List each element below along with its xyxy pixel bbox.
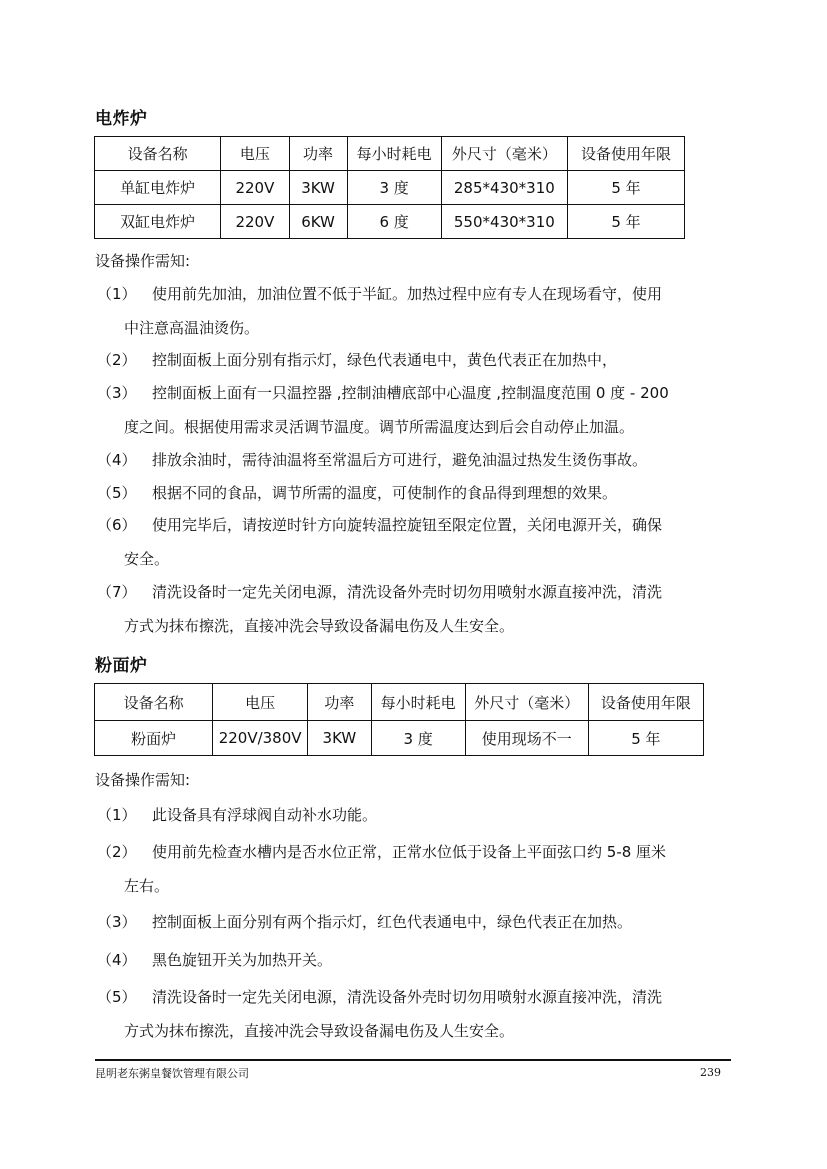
item-number: （1） bbox=[97, 285, 137, 303]
item-number: （7） bbox=[97, 583, 137, 601]
list-item bbox=[97, 835, 729, 903]
table-header-cell: 每小时耗电 bbox=[371, 684, 465, 721]
list-item bbox=[97, 508, 729, 576]
list-item bbox=[97, 476, 729, 510]
list-item bbox=[97, 376, 729, 444]
table-header-cell: 设备名称 bbox=[95, 137, 221, 171]
table-header-cell: 电压 bbox=[221, 137, 289, 171]
table-cell: 550*430*310 bbox=[441, 205, 567, 239]
item-text-continued: 方式为抹布擦洗，直接冲洗会导致设备漏电伤及人生安全。 bbox=[124, 617, 515, 635]
item-number: （5） bbox=[97, 988, 137, 1006]
table-header-cell: 功率 bbox=[308, 684, 372, 721]
table-header-row bbox=[95, 137, 685, 171]
item-text-continued: 左右。 bbox=[124, 877, 170, 895]
item-number: （1） bbox=[97, 806, 137, 824]
item-number: （4） bbox=[97, 451, 137, 469]
notice-label: 设备操作需知: bbox=[95, 252, 191, 270]
table-cell: 3KW bbox=[289, 171, 347, 205]
list-item bbox=[97, 343, 729, 377]
item-text: 清洗设备时一定先关闭电源，清洗设备外壳时切勿用喷射水源直接冲洗，清洗 bbox=[152, 988, 663, 1006]
item-text: 控制面板上面分别有指示灯，绿色代表通电中，黄色代表正在加热中， bbox=[152, 351, 618, 369]
item-text: 此设备具有浮球阀自动补水功能。 bbox=[152, 806, 378, 824]
item-number: （6） bbox=[97, 516, 137, 534]
item-text: 清洗设备时一定先关闭电源，清洗设备外壳时切勿用喷射水源直接冲洗，清洗 bbox=[152, 583, 663, 601]
list-item bbox=[97, 905, 729, 939]
table-header-cell: 设备使用年限 bbox=[567, 137, 684, 171]
section-title-fryer: 电炸炉 bbox=[95, 109, 148, 129]
fryer-spec-table bbox=[94, 136, 685, 239]
item-text-continued: 安全。 bbox=[124, 550, 170, 568]
table-cell: 5 年 bbox=[567, 205, 684, 239]
item-text: 排放余油时，需待油温将至常温后方可进行，避免油温过热发生烫伤事故。 bbox=[152, 451, 648, 469]
item-text-continued: 方式为抹布擦洗，直接冲洗会导致设备漏电伤及人生安全。 bbox=[124, 1022, 515, 1040]
table-header-row bbox=[95, 684, 704, 721]
list-item bbox=[97, 943, 729, 977]
page-number: 239 bbox=[700, 1066, 721, 1079]
notice-label: 设备操作需知: bbox=[95, 771, 191, 789]
table-cell: 6KW bbox=[289, 205, 347, 239]
item-number: （2） bbox=[97, 843, 137, 861]
table-header-cell: 每小时耗电 bbox=[347, 137, 441, 171]
noodle-cooker-spec-table bbox=[94, 683, 704, 756]
table-cell: 220V bbox=[221, 205, 289, 239]
table-header-cell: 外尺寸（毫米） bbox=[465, 684, 588, 721]
table-cell: 双缸电炸炉 bbox=[95, 205, 221, 239]
item-number: （5） bbox=[97, 484, 137, 502]
table-cell: 220V/380V bbox=[213, 721, 308, 756]
table-cell: 6 度 bbox=[347, 205, 441, 239]
list-item bbox=[97, 980, 729, 1048]
table-header-cell: 功率 bbox=[289, 137, 347, 171]
table-header-cell: 设备使用年限 bbox=[588, 684, 703, 721]
table-cell: 单缸电炸炉 bbox=[95, 171, 221, 205]
table-cell: 220V bbox=[221, 171, 289, 205]
table-header-cell: 设备名称 bbox=[95, 684, 213, 721]
table-cell: 3 度 bbox=[371, 721, 465, 756]
item-number: （3） bbox=[97, 913, 137, 931]
item-text: 控制面板上面有一只温控器 ,控制油槽底部中心温度 ,控制温度范围 0 度 - 200 bbox=[152, 384, 669, 402]
table-row bbox=[95, 205, 685, 239]
footer-divider bbox=[95, 1059, 731, 1061]
table-cell: 粉面炉 bbox=[95, 721, 213, 756]
table-row bbox=[95, 171, 685, 205]
table-cell: 3KW bbox=[308, 721, 372, 756]
table-header-cell: 电压 bbox=[213, 684, 308, 721]
table-cell: 285*430*310 bbox=[441, 171, 567, 205]
table-cell: 5 年 bbox=[588, 721, 703, 756]
list-item bbox=[97, 575, 729, 643]
footer-company-name: 昆明老东粥皇餐饮管理有限公司 bbox=[95, 1067, 249, 1080]
item-number: （2） bbox=[97, 351, 137, 369]
item-number: （4） bbox=[97, 951, 137, 969]
table-row bbox=[95, 721, 704, 756]
table-cell: 使用现场不一 bbox=[465, 721, 588, 756]
item-text: 使用完毕后，请按逆时针方向旋转温控旋钮至限定位置，关闭电源开关，确保 bbox=[152, 516, 663, 534]
list-item bbox=[97, 798, 729, 832]
item-number: （3） bbox=[97, 384, 137, 402]
item-text-continued: 中注意高温油烫伤。 bbox=[124, 319, 260, 337]
table-cell: 3 度 bbox=[347, 171, 441, 205]
item-text-continued: 度之间。根据使用需求灵活调节温度。调节所需温度达到后会自动停止加温。 bbox=[124, 418, 635, 436]
item-text: 使用前先加油，加油位置不低于半缸。加热过程中应有专人在现场看守，使用 bbox=[152, 285, 663, 303]
item-text: 黑色旋钮开关为加热开关。 bbox=[152, 951, 333, 969]
table-header-cell: 外尺寸（毫米） bbox=[441, 137, 567, 171]
item-text: 使用前先检查水槽内是否水位正常，正常水位低于设备上平面弦口约 5-8 厘米 bbox=[152, 843, 667, 861]
section-title-noodle-cooker: 粉面炉 bbox=[95, 656, 148, 676]
table-cell: 5 年 bbox=[567, 171, 684, 205]
item-text: 根据不同的食品，调节所需的温度，可使制作的食品得到理想的效果。 bbox=[152, 484, 618, 502]
list-item bbox=[97, 443, 729, 477]
list-item bbox=[97, 277, 729, 345]
item-text: 控制面板上面分别有两个指示灯，红色代表通电中，绿色代表正在加热。 bbox=[152, 913, 633, 931]
